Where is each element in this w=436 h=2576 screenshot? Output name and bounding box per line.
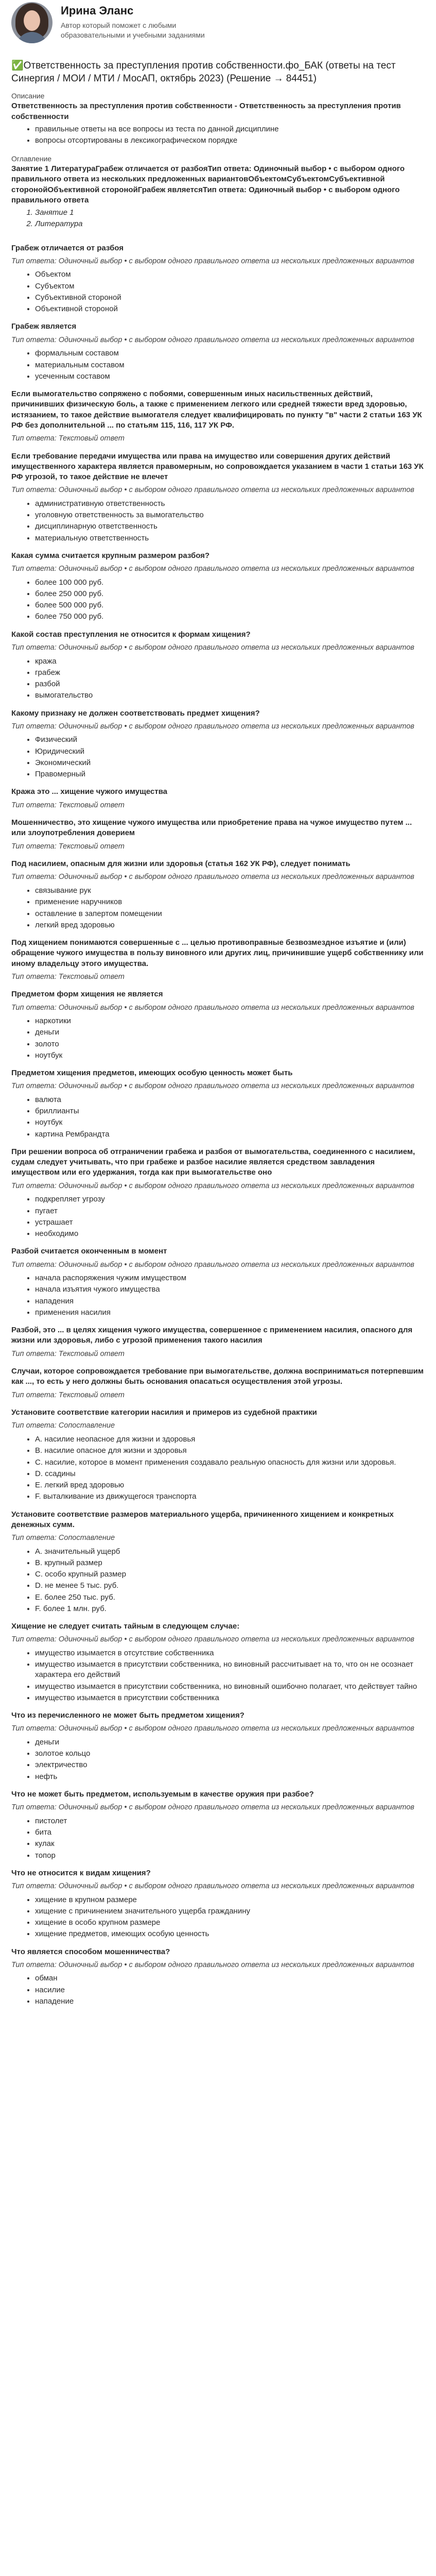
toc-label: Оглавление (11, 155, 52, 163)
answer-option: • разбой (35, 679, 425, 689)
answer-type: Тип ответа: Одиночный выбор • с выбором одного правильного ответа из нескольких предложенных вариантов (11, 1803, 414, 1812)
question-text: Грабеж отличается от разбоя (11, 243, 124, 252)
question-block (11, 989, 425, 1061)
answer-option: • кулак (35, 1839, 425, 1849)
answer-type: Тип ответа: Текстовый ответ (11, 434, 125, 443)
answer-option: • насилие (35, 1985, 425, 1995)
answer-option: • оставление в запертом помещении (35, 909, 425, 919)
answer-option: • D. не менее 5 тыс. руб. (35, 1581, 425, 1591)
answer-options (11, 1273, 425, 1318)
question-block (11, 1147, 425, 1239)
answer-options (11, 735, 425, 779)
answer-type: Тип ответа: Одиночный выбор • с выбором одного правильного ответа из нескольких предложенных вариантов (11, 1082, 414, 1091)
answer-option: • Юридический (35, 747, 425, 757)
question-text: Случаи, которое сопровождается требование при вымогательстве, должна восприниматься потерпевшим как ..., то есть у него должны быть основания опасаться осуществления этой угрозы. (11, 1367, 424, 1386)
answer-options (11, 1095, 425, 1140)
answer-type: Тип ответа: Одиночный выбор • с выбором одного правильного ответа из нескольких предложенных вариантов (11, 486, 414, 495)
answer-options (11, 1547, 425, 1615)
answer-option: • золотое кольцо (35, 1749, 425, 1759)
answer-option: • наркотики (35, 1016, 425, 1026)
question-block (11, 1621, 425, 1703)
answer-options (11, 886, 425, 930)
question-text: Какому признаку не должен соответствовать предмет хищения? (11, 708, 260, 718)
description-list (11, 124, 425, 146)
answer-option: • бриллианты (35, 1106, 425, 1116)
question-block (11, 1408, 425, 1502)
answer-type: Тип ответа: Одиночный выбор • с выбором одного правильного ответа из нескольких предложенных вариантов (11, 565, 414, 573)
answer-option: • обман (35, 1973, 425, 1984)
answer-option: • E. более 250 тыс. руб. (35, 1592, 425, 1603)
answer-option: • легкий вред здоровью (35, 920, 425, 930)
answer-option: • Экономический (35, 758, 425, 768)
answer-option: • C. особо крупный размер (35, 1569, 425, 1580)
answer-option: • более 750 000 руб. (35, 612, 425, 622)
answer-type: Тип ответа: Текстовый ответ (11, 842, 125, 851)
answer-option: • бита (35, 1827, 425, 1838)
answer-option: • E. легкий вред здоровью (35, 1480, 425, 1490)
answer-option: • имущество изымается в присутствии собственника, но виновный рассчитывает на то, что он не осознает характера его действий (35, 1659, 425, 1681)
question-text: Если вымогательство сопряжено с побоями, совершенным иных насильственных действий, причинивших физическую боль, а также с применением легкого или средней тяжести вред здоровью, истязанием, то такое действие вымогателя следует квалифицировать по пункту "в" части 2 статьи 163 УК РФ без дополнительной ... по статьям 115, 116, 117 УК РФ. (11, 389, 422, 430)
answer-option: • имущество изымается в присутствии собственника, но виновный ошибочно полагает, что действует тайно (35, 1682, 425, 1692)
question-text: Под насилием, опасным для жизни или здоровья (статья 162 УК РФ), следует понимать (11, 859, 351, 869)
question-block (11, 1325, 425, 1359)
answer-option: • хищение предметов, имеющих особую ценность (35, 1929, 425, 1939)
question-block (11, 1868, 425, 1940)
answer-option: • имущество изымается в присутствии собственника (35, 1693, 425, 1703)
answer-type: Тип ответа: Сопоставление (11, 1421, 115, 1430)
answer-options (11, 1648, 425, 1703)
question-block (11, 451, 425, 544)
answer-option: • B. крупный размер (35, 1558, 425, 1568)
question-block (11, 1510, 425, 1615)
answer-option: • C. насилие, которое в момент применения создавало реальную опасность для жизни или здоровья. (35, 1458, 425, 1468)
answer-option: • Субъектом (35, 281, 425, 292)
answer-option: • D. ссадины (35, 1469, 425, 1479)
answer-option: • топор (35, 1851, 425, 1861)
answer-options (11, 1816, 425, 1861)
answer-option: • A. значительный ущерб (35, 1547, 425, 1557)
question-text: Разбой считается оконченным в момент (11, 1247, 167, 1256)
answer-options (11, 1895, 425, 1940)
question-text: Какой состав преступления не относится к формам хищения? (11, 630, 251, 639)
answer-option: • более 250 000 руб. (35, 589, 425, 599)
answer-option: • хищение в крупном размере (35, 1895, 425, 1905)
answer-type: Тип ответа: Одиночный выбор • с выбором одного правильного ответа из нескольких предложенных вариантов (11, 873, 414, 882)
toc-item[interactable]: 2. Литература (35, 219, 425, 229)
question-block (11, 1789, 425, 1861)
question-text: Мошенничество, это хищение чужого имущества или приобретение права на чужое имущество путем ... или злоупотребления доверием (11, 818, 412, 838)
question-text: Кража это ... хищение чужого имущества (11, 787, 167, 796)
answer-option: • нефть (35, 1772, 425, 1782)
question-text: Установите соответствие размеров материального ущерба, причиненного хищением и конкретных денежных сумм. (11, 1510, 394, 1529)
answer-option: • материальную ответственность (35, 533, 425, 544)
answer-type: Тип ответа: Одиночный выбор • с выбором одного правильного ответа из нескольких предложенных вариантов (11, 1181, 414, 1190)
author-name[interactable]: Ирина Эланс (61, 4, 134, 17)
answer-option: • валюта (35, 1095, 425, 1105)
answer-type: Тип ответа: Сопоставление (11, 1534, 115, 1543)
author-info (61, 2, 215, 40)
question-text: Если требование передачи имущества или права на имущество или совершения других действий имущественного характера является правомерным, но сопровождается указанием в части 1 статьи 163 УК РФ угрозой, то такое действие не влечет (11, 451, 424, 482)
answer-option: • начала изъятия чужого имущества (35, 1284, 425, 1295)
answer-option: • необходимо (35, 1229, 425, 1239)
answer-type: Тип ответа: Текстовый ответ (11, 1349, 125, 1358)
answer-type: Тип ответа: Одиночный выбор • с выбором одного правильного ответа из нескольких предложенных вариантов (11, 722, 414, 731)
answer-type: Тип ответа: Текстовый ответ (11, 972, 125, 981)
toc-item[interactable]: 1. Занятие 1 (35, 208, 425, 218)
answer-option: • имущество изымается в отсутствие собственника (35, 1648, 425, 1658)
answer-option: • деньги (35, 1737, 425, 1748)
answer-option: • административную ответственность (35, 499, 425, 509)
answer-option: • материальным составом (35, 360, 425, 370)
answer-option: • хищение в особо крупном размере (35, 1918, 425, 1928)
question-block (11, 859, 425, 930)
question-text: Разбой, это ... в целях хищения чужого имущества, совершенное с применением насилия, опасного для жизни или здоровья, либо с угрозой применения такого насилия (11, 1326, 413, 1345)
question-text: Что является способом мошенничества? (11, 1947, 170, 1956)
answer-option: • Правомерный (35, 769, 425, 779)
answer-options (11, 656, 425, 701)
question-text: При решении вопроса об отграничении грабежа и разбоя от вымогательства, соединенного с насилием, судам следует учитывать, что при грабеже и разбое насилие является средством завладения имуществом или его удержания, тогда как при вымогательстве оно (11, 1147, 415, 1177)
answer-options (11, 578, 425, 622)
toc-text: Занятие 1 ЛитератураГрабеж отличается от разбояТип ответа: Одиночный выбор • с выбором одного правильного ответа из нескольких предложенных вариантовОбъектомСубъектомСубъективной сторонойОбъективной сторонойГрабеж являетсяТип ответа: Одиночный выбор • с выбором одного правильного ответа (11, 164, 405, 205)
answer-option: • грабеж (35, 668, 425, 678)
answer-options (11, 348, 425, 382)
toc-list (11, 208, 425, 230)
question-block (11, 787, 425, 810)
answer-type: Тип ответа: Одиночный выбор • с выбором одного правильного ответа из нескольких предложенных вариантов (11, 335, 414, 344)
question-block (11, 1366, 425, 1400)
answer-type: Тип ответа: Одиночный выбор • с выбором одного правильного ответа из нескольких предложенных вариантов (11, 1260, 414, 1269)
answer-option: • применение наручников (35, 897, 425, 907)
question-block (11, 630, 425, 701)
answer-options (11, 1973, 425, 2007)
answer-option: • начала распоряжения чужим имуществом (35, 1273, 425, 1283)
answer-option: • уголовную ответственность за вымогательство (35, 510, 425, 520)
answer-option: • вымогательство (35, 690, 425, 701)
question-text: Установите соответствие категории насилия и примеров из судебной практики (11, 1408, 317, 1417)
answer-option: • A. насилие неопасное для жизни и здоровья (35, 1434, 425, 1445)
question-text: Какая сумма считается крупным размером разбоя? (11, 551, 210, 560)
answer-option: • дисциплинарную ответственность (35, 521, 425, 532)
question-block (11, 818, 425, 852)
description-text: Ответственность за преступления против собственности - Ответственность за преступления против собственности (11, 101, 401, 121)
answer-option: • более 500 000 руб. (35, 600, 425, 611)
answer-option: • хищение с причинением значительного ущерба гражданину (35, 1906, 425, 1917)
answer-option: • F. выталкивание из движущегося транспорта (35, 1492, 425, 1502)
list-item: • правильные ответы на все вопросы из теста по данной дисциплине (35, 124, 425, 134)
answer-options (11, 499, 425, 544)
answer-option: • Объективной стороной (35, 304, 425, 314)
answer-options (11, 1737, 425, 1782)
question-block (11, 389, 425, 444)
answer-option: • ноутбук (35, 1117, 425, 1128)
answer-option: • нападения (35, 1296, 425, 1307)
answer-option: • золото (35, 1039, 425, 1049)
answer-option: • связывание рук (35, 886, 425, 896)
questions-list (11, 243, 425, 2007)
answer-option: • пугает (35, 1206, 425, 1216)
question-block (11, 1068, 425, 1140)
question-text: Грабеж является (11, 322, 77, 331)
description-label: Описание (11, 92, 45, 100)
list-item: • вопросы отсортированы в лексикографическом порядке (35, 135, 425, 146)
answer-options (11, 269, 425, 314)
avatar[interactable] (11, 2, 53, 43)
answer-option: • нападение (35, 1996, 425, 2007)
answer-option: • электричество (35, 1760, 425, 1770)
answer-options (11, 1016, 425, 1061)
question-text: Под хищением понимаются совершенные с ... целью противоправные безвозмездное изъятие и (или) обращение чужого имущества в пользу виновного или других лиц, причинившие ущерб собственнику или иному владельцу этого имущества. (11, 938, 424, 968)
answer-option: • пистолет (35, 1816, 425, 1826)
question-block (11, 938, 425, 982)
answer-type: Тип ответа: Одиночный выбор • с выбором одного правильного ответа из нескольких предложенных вариантов (11, 1635, 414, 1644)
answer-option: • Физический (35, 735, 425, 745)
answer-options (11, 1194, 425, 1239)
answer-option: • B. насилие опасное для жизни и здоровья (35, 1446, 425, 1456)
author-block (11, 0, 425, 43)
answer-option: • ноутбук (35, 1050, 425, 1061)
answer-option: • формальным составом (35, 348, 425, 359)
author-description: Автор который поможет с любыми образовательными и учебными заданиями (61, 21, 205, 39)
answer-options (11, 1434, 425, 1502)
answer-type: Тип ответа: Одиночный выбор • с выбором одного правильного ответа из нескольких предложенных вариантов (11, 643, 414, 652)
answer-type: Тип ответа: Одиночный выбор • с выбором одного правильного ответа из нескольких предложенных вариантов (11, 1960, 414, 1969)
question-block (11, 708, 425, 780)
answer-type: Тип ответа: Одиночный выбор • с выбором одного правильного ответа из нескольких предложенных вариантов (11, 1882, 414, 1891)
question-text: Что не может быть предметом, используемым в качестве оружия при разбое? (11, 1789, 314, 1799)
answer-option: • подкрепляет угрозу (35, 1194, 425, 1205)
answer-type: Тип ответа: Одиночный выбор • с выбором одного правильного ответа из нескольких предложенных вариантов (11, 257, 414, 265)
answer-option: • F. более 1 млн. руб. (35, 1604, 425, 1614)
answer-option: • кража (35, 656, 425, 667)
answer-option: • картина Рембрандта (35, 1129, 425, 1140)
answer-option: • деньги (35, 1027, 425, 1038)
question-block (11, 551, 425, 622)
answer-type: Тип ответа: Текстовый ответ (11, 1391, 125, 1399)
answer-type: Тип ответа: Текстовый ответ (11, 801, 125, 809)
page-title: ✅Ответственность за преступления против собственности.фо_БАК (ответы на тест Синергия / МОИ / МТИ / МосАП, октябрь 2023) (Решение → 84451) (11, 60, 396, 84)
question-text: Что из перечисленного не может быть предметом хищения? (11, 1711, 245, 1720)
answer-option: • Объектом (35, 269, 425, 280)
question-block (11, 321, 425, 382)
question-block (11, 243, 425, 315)
question-text: Хищение не следует считать тайным в следующем случае: (11, 1622, 240, 1631)
answer-type: Тип ответа: Одиночный выбор • с выбором одного правильного ответа из нескольких предложенных вариантов (11, 1724, 414, 1733)
answer-option: • применения насилия (35, 1308, 425, 1318)
question-text: Предметом хищения предметов, имеющих особую ценность может быть (11, 1069, 293, 1078)
question-block (11, 1710, 425, 1782)
question-text: Что не относится к видам хищения? (11, 1868, 151, 1877)
question-block (11, 1947, 425, 2007)
answer-option: • более 100 000 руб. (35, 578, 425, 588)
answer-option: • Субъективной стороной (35, 293, 425, 303)
answer-option: • устрашает (35, 1217, 425, 1228)
question-text: Предметом форм хищения не является (11, 990, 163, 999)
answer-type: Тип ответа: Одиночный выбор • с выбором одного правильного ответа из нескольких предложенных вариантов (11, 1003, 414, 1012)
answer-option: • усеченным составом (35, 371, 425, 382)
question-block (11, 1246, 425, 1318)
